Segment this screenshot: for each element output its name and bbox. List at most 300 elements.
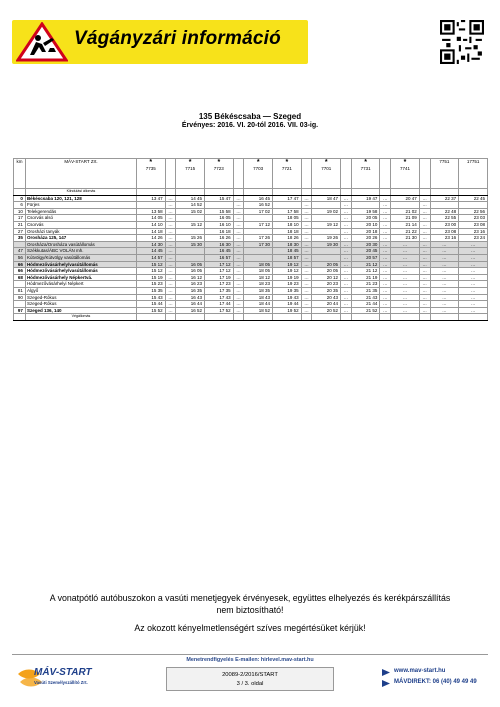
contact-info (382, 667, 488, 691)
time-cell: … (165, 281, 176, 288)
time-cell: … (380, 301, 391, 308)
time-cell: … (301, 215, 312, 222)
time-cell: 15 52 (136, 307, 165, 314)
time-cell: … (233, 208, 244, 215)
time-cell: … (380, 228, 391, 235)
time-cell: 18 05 (244, 261, 273, 268)
daily-service-star-icon: * (285, 159, 289, 166)
time-cell: … (380, 307, 391, 314)
time-cell: … (459, 274, 488, 281)
time-cell: … (419, 241, 430, 248)
time-cell: … (391, 261, 420, 268)
arrow-right-icon (382, 669, 390, 676)
station-name: Algyő (25, 287, 136, 294)
train-number: 7735 (145, 166, 156, 171)
daily-service-star-icon: * (403, 159, 407, 166)
time-cell: … (165, 241, 176, 248)
time-cell: 16 35 (176, 287, 205, 294)
time-cell: … (165, 208, 176, 215)
time-cell: … (341, 235, 352, 242)
time-cell: … (233, 294, 244, 301)
spacer-header (380, 159, 391, 189)
time-cell: 23 16 (459, 228, 488, 235)
spacer (301, 189, 312, 196)
station-name: Fürjes (25, 202, 136, 209)
spacer (419, 189, 430, 196)
time-cell: … (430, 254, 459, 261)
table-row (14, 208, 488, 215)
time-cell: 15 23 (136, 281, 165, 288)
time-cell: … (233, 287, 244, 294)
km-value (14, 241, 26, 248)
time-cell: 21 09 (391, 215, 420, 222)
time-cell: 20 43 (312, 294, 341, 301)
train-number: 7751 (439, 159, 450, 164)
spacer (391, 189, 420, 196)
time-cell: … (341, 274, 352, 281)
train-number: 7741 (399, 166, 410, 171)
time-cell: 17 12 (204, 268, 233, 275)
spacer (301, 314, 312, 321)
time-cell: 16 43 (176, 294, 205, 301)
time-cell: 22 37 (430, 195, 459, 202)
time-cell (244, 254, 273, 261)
time-cell: 20 44 (312, 301, 341, 308)
time-cell: 19 26 (312, 235, 341, 242)
time-cell: … (419, 248, 430, 255)
time-cell (312, 254, 341, 261)
station-name: Hódmezővásárhely/vasútállomás (25, 261, 136, 268)
time-cell: 23 24 (459, 235, 488, 242)
time-cell: 22 55 (430, 215, 459, 222)
time-cell: … (301, 261, 312, 268)
time-cell: … (380, 221, 391, 228)
time-cell: … (341, 287, 352, 294)
spacer-header (165, 159, 176, 189)
time-cell: … (459, 294, 488, 301)
time-cell: 15 26 (176, 235, 205, 242)
spacer (176, 314, 205, 321)
spacer (380, 314, 391, 321)
spacer (14, 189, 26, 196)
time-cell: … (391, 281, 420, 288)
spacer (244, 314, 273, 321)
time-cell (176, 254, 205, 261)
newsletter-link[interactable]: Menetrendfigyelés E-mailen: hirlevel.mav-start.hu (186, 657, 314, 663)
km-value: 56 (14, 254, 26, 261)
time-cell: 16 10 (204, 221, 233, 228)
spacer (244, 189, 273, 196)
time-cell: 15 12 (176, 221, 205, 228)
table-row (14, 301, 488, 308)
time-cell: … (341, 221, 352, 228)
table-row (14, 281, 488, 288)
time-cell: 22 48 (430, 208, 459, 215)
time-cell: 19 12 (312, 221, 341, 228)
time-cell: 13 47 (136, 195, 165, 202)
time-cell: … (380, 294, 391, 301)
time-cell: … (419, 208, 430, 215)
time-cell: … (380, 208, 391, 215)
km-value: 6 (14, 202, 26, 209)
logo-text: MÁV-START (34, 667, 92, 678)
time-cell: 22 56 (459, 208, 488, 215)
table-row (14, 294, 488, 301)
time-cell: … (430, 307, 459, 314)
time-cell: 19 35 (273, 287, 302, 294)
table-row (14, 248, 488, 255)
time-cell: … (301, 274, 312, 281)
time-cell: 20 05 (351, 215, 380, 222)
time-cell: … (380, 281, 391, 288)
station-name: Hódmezővásárhely/vasútállomás (25, 268, 136, 275)
spacer (273, 189, 302, 196)
time-cell: 14 18 (136, 228, 165, 235)
spacer (391, 314, 420, 321)
time-cell: … (459, 248, 488, 255)
time-cell: … (301, 235, 312, 242)
time-cell: … (419, 195, 430, 202)
time-cell: … (341, 254, 352, 261)
spacer (273, 314, 302, 321)
time-cell: 20 35 (312, 287, 341, 294)
km-value: 66 (14, 261, 26, 268)
spacer (233, 189, 244, 196)
time-cell: 16 57 (204, 254, 233, 261)
time-cell: … (419, 281, 430, 288)
time-cell: 18 23 (244, 281, 273, 288)
station-name: Székkutas/ÁBC VOLÁN mh. (25, 248, 136, 255)
time-cell: 13 58 (136, 208, 165, 215)
time-cell: 18 47 (312, 195, 341, 202)
time-cell (391, 202, 420, 209)
time-cell: 19 30 (312, 241, 341, 248)
spacer (14, 314, 26, 321)
km-value: 97 (14, 307, 26, 314)
time-cell: 23 08 (459, 221, 488, 228)
train-number-header (204, 159, 233, 189)
time-cell: 14 30 (136, 241, 165, 248)
time-cell: 23 03 (459, 215, 488, 222)
time-cell: 17 26 (244, 235, 273, 242)
spacer (419, 314, 430, 321)
spacer (165, 189, 176, 196)
time-cell (244, 248, 273, 255)
time-cell: 18 45 (273, 248, 302, 255)
time-cell: 18 26 (273, 235, 302, 242)
time-cell: … (341, 202, 352, 209)
time-cell: … (419, 202, 430, 209)
time-cell: … (419, 254, 430, 261)
time-cell: 21 44 (351, 301, 380, 308)
spacer (176, 189, 205, 196)
time-cell: … (380, 248, 391, 255)
time-cell: 15 12 (136, 261, 165, 268)
time-cell (351, 202, 380, 209)
time-cell (176, 228, 205, 235)
time-cell: … (301, 248, 312, 255)
time-cell: 16 52 (244, 202, 273, 209)
time-cell: 15 12 (136, 268, 165, 275)
operator-header: MÁV-START Zrt. (25, 159, 136, 189)
time-cell: 18 35 (244, 287, 273, 294)
arrival-note: Végállomás (25, 314, 136, 321)
time-cell: 16 05 (204, 215, 233, 222)
time-cell: … (419, 287, 430, 294)
time-cell: 18 44 (244, 301, 273, 308)
time-cell: … (391, 301, 420, 308)
train-number: 7703 (253, 166, 264, 171)
route-title: 135 Békéscsaba — Szeged (198, 112, 302, 121)
time-cell: … (430, 301, 459, 308)
time-cell: … (419, 221, 430, 228)
spacer (351, 189, 380, 196)
time-cell: 20 45 (351, 248, 380, 255)
km-value: 81 (14, 287, 26, 294)
time-cell: 14 52 (176, 202, 205, 209)
station-name: Szeged-Rókus (25, 294, 136, 301)
time-cell: … (233, 195, 244, 202)
time-cell: … (419, 228, 430, 235)
time-cell: … (165, 254, 176, 261)
time-cell: 23 16 (430, 235, 459, 242)
time-cell: … (459, 281, 488, 288)
time-cell: … (380, 254, 391, 261)
spacer-header (419, 159, 430, 189)
time-cell: 17 43 (204, 294, 233, 301)
time-cell: 14 26 (136, 235, 165, 242)
time-cell: 17 19 (204, 274, 233, 281)
time-cell: 19 12 (273, 268, 302, 275)
time-cell (312, 248, 341, 255)
time-cell: … (301, 241, 312, 248)
time-cell: 15 43 (136, 294, 165, 301)
time-cell: … (233, 268, 244, 275)
time-cell (459, 202, 488, 209)
train-number-header (459, 159, 488, 189)
time-cell: 16 45 (244, 195, 273, 202)
time-cell: 20 10 (351, 221, 380, 228)
station-name: Hódmezővásárhelyi Népkert (25, 281, 136, 288)
time-cell (136, 202, 165, 209)
time-cell (244, 215, 273, 222)
page-title: Vágányzári információ (74, 28, 281, 49)
time-cell: 17 12 (244, 221, 273, 228)
time-cell: 21 12 (351, 268, 380, 275)
time-cell: 14 05 (136, 215, 165, 222)
time-cell: 17 23 (204, 281, 233, 288)
daily-service-star-icon: * (256, 159, 260, 166)
time-cell: 15 19 (136, 274, 165, 281)
time-cell: … (341, 248, 352, 255)
time-cell: … (165, 202, 176, 209)
time-cell: 16 05 (176, 261, 205, 268)
spacer (136, 314, 165, 321)
time-cell: … (301, 268, 312, 275)
spacer (380, 189, 391, 196)
website-link[interactable]: www.mav-start.hu (394, 668, 446, 674)
time-cell: 20 12 (312, 274, 341, 281)
spacer-header (301, 159, 312, 189)
document-id: 20089-2/2016/START (222, 672, 278, 678)
page-number: 3 / 3. oldal (236, 681, 264, 687)
time-cell: … (233, 254, 244, 261)
time-cell: 15 02 (176, 208, 205, 215)
time-cell: … (391, 307, 420, 314)
time-cell: … (380, 261, 391, 268)
time-cell: … (341, 241, 352, 248)
time-cell: … (380, 241, 391, 248)
km-value: 27 (14, 228, 26, 235)
km-value: 90 (14, 294, 26, 301)
time-cell: 17 58 (273, 208, 302, 215)
time-cell: 20 52 (312, 307, 341, 314)
time-cell: … (419, 268, 430, 275)
time-cell: 20 26 (351, 235, 380, 242)
time-cell: … (430, 261, 459, 268)
km-value (14, 301, 26, 308)
station-name: Békéscsaba 120, 121, 128 (25, 195, 136, 202)
time-cell: … (301, 254, 312, 261)
station-name: Orosháza/Orosháza vasútállomás (25, 241, 136, 248)
station-name: Csorvás (25, 221, 136, 228)
timetable (13, 158, 488, 321)
table-row (14, 307, 488, 314)
time-cell (312, 215, 341, 222)
time-cell: … (301, 208, 312, 215)
time-cell: … (233, 274, 244, 281)
time-cell: … (233, 301, 244, 308)
time-cell: … (380, 235, 391, 242)
train-number-header (244, 159, 273, 189)
time-cell: 18 10 (273, 221, 302, 228)
time-cell: 23 08 (430, 228, 459, 235)
spacer (351, 314, 380, 321)
time-cell: … (233, 241, 244, 248)
train-number: 7715 (185, 166, 196, 171)
table-row (14, 228, 488, 235)
time-cell: 18 57 (273, 254, 302, 261)
time-cell (430, 202, 459, 209)
time-cell: 16 45 (204, 248, 233, 255)
time-cell: … (233, 281, 244, 288)
validity-period: Érvényes: 2016. VI. 20-tól 2016. VII. 03-ig. (181, 122, 319, 129)
km-value: 10 (14, 208, 26, 215)
time-cell: … (380, 215, 391, 222)
time-cell: 21 22 (391, 228, 420, 235)
time-cell: … (301, 307, 312, 314)
time-cell: … (301, 281, 312, 288)
spacer (312, 189, 341, 196)
time-cell: … (391, 254, 420, 261)
time-cell: … (459, 307, 488, 314)
train-number-header (273, 159, 302, 189)
time-cell: 21 23 (351, 281, 380, 288)
time-cell: … (233, 221, 244, 228)
time-cell: … (165, 195, 176, 202)
km-value: 0 (14, 195, 26, 202)
time-cell: … (419, 274, 430, 281)
time-cell: 17 44 (204, 301, 233, 308)
time-cell: 17 47 (273, 195, 302, 202)
train-number: 7701 (321, 166, 332, 171)
train-number-header (136, 159, 165, 189)
time-cell: … (165, 261, 176, 268)
time-cell: 19 23 (273, 281, 302, 288)
spacer (312, 314, 341, 321)
time-cell: … (301, 301, 312, 308)
time-cell: … (391, 248, 420, 255)
km-value: 21 (14, 221, 26, 228)
table-row (14, 268, 488, 275)
time-cell: … (419, 307, 430, 314)
spacer-header (233, 159, 244, 189)
spacer (204, 314, 233, 321)
spacer (459, 189, 488, 196)
time-cell: 14 45 (136, 248, 165, 255)
time-cell: 15 35 (136, 287, 165, 294)
time-cell: … (165, 228, 176, 235)
time-cell: 21 14 (391, 221, 420, 228)
qr-code-icon (440, 20, 484, 64)
phone-number: MÁVDIREKT: 06 (40) 49 49 49 (394, 679, 477, 685)
time-cell: … (391, 268, 420, 275)
time-cell: 16 12 (176, 274, 205, 281)
time-cell: 20 47 (391, 195, 420, 202)
time-cell: … (341, 281, 352, 288)
time-cell: 16 23 (176, 281, 205, 288)
time-cell: 19 43 (273, 294, 302, 301)
time-cell: … (391, 274, 420, 281)
time-cell: … (165, 301, 176, 308)
time-cell: … (380, 195, 391, 202)
time-cell: … (341, 208, 352, 215)
time-cell: … (341, 301, 352, 308)
time-cell: … (391, 294, 420, 301)
document-info (166, 667, 334, 691)
time-cell: 20 57 (351, 254, 380, 261)
time-cell: 18 52 (244, 307, 273, 314)
time-cell: 22 45 (459, 195, 488, 202)
notice-apology: Az okozott kényelmetlenségért szíves megértésüket kérjük! (134, 623, 366, 633)
time-cell: … (301, 202, 312, 209)
table-row (14, 241, 488, 248)
time-cell: … (341, 294, 352, 301)
time-cell: … (341, 268, 352, 275)
time-cell: 18 05 (244, 268, 273, 275)
time-cell: … (419, 215, 430, 222)
time-cell: … (419, 261, 430, 268)
table-row (14, 215, 488, 222)
time-cell: 15 30 (176, 241, 205, 248)
km-value: 66 (14, 268, 26, 275)
logo-subtitle: Vasúti Személyszállító Zrt. (34, 680, 88, 685)
table-row (14, 235, 488, 242)
time-cell: 21 12 (351, 261, 380, 268)
station-name: Kútvölgy/Kútvölgy vasútállomás (25, 254, 136, 261)
station-name: Orosháza 125, 147 (25, 235, 136, 242)
table-row (14, 202, 488, 209)
time-cell: … (165, 215, 176, 222)
table-row (14, 221, 488, 228)
time-cell: 21 30 (391, 235, 420, 242)
time-cell: … (165, 235, 176, 242)
km-value: 17 (14, 215, 26, 222)
time-cell: 16 44 (176, 301, 205, 308)
time-cell: 15 47 (204, 195, 233, 202)
time-cell: 20 18 (351, 228, 380, 235)
time-cell: … (430, 287, 459, 294)
